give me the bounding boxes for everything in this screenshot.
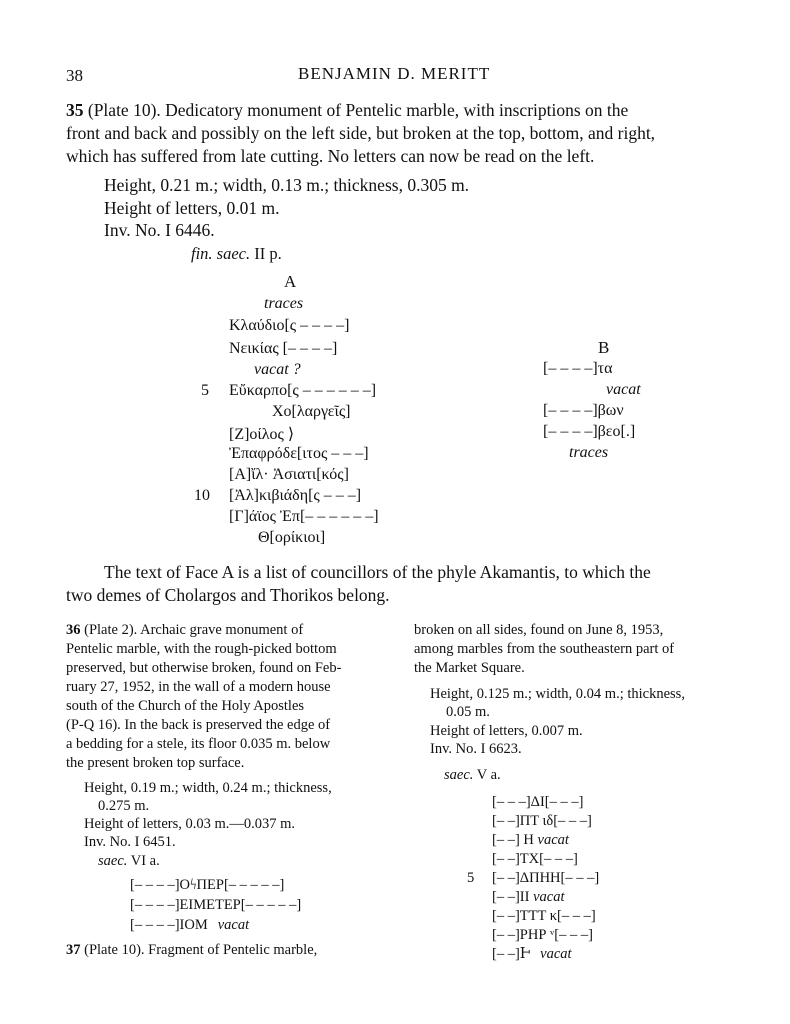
- entry-37-vacat-1: vacat: [537, 832, 569, 848]
- entry-37-vacat-3: vacat: [540, 946, 572, 962]
- entry-37-dimensions-cont: 0.05 m.: [446, 704, 490, 720]
- face-a-traces: traces: [264, 295, 304, 312]
- face-a-heading: A: [284, 272, 297, 291]
- entry-37-text-6: [– –]ΙΙ: [492, 889, 534, 905]
- face-a-line-number-10: 10: [194, 487, 210, 504]
- entry-36-vacat: vacat: [217, 917, 250, 933]
- entry-37-inventory: Inv. No. I 6623.: [430, 741, 522, 757]
- entry-37-line-number-5: 5: [467, 870, 475, 886]
- face-a-line-9: [Α]ἴλ· Ἀσιατι[κός]: [229, 466, 349, 483]
- entry-35-number: 35: [66, 100, 84, 120]
- running-head-author: BENJAMIN D. MERITT: [298, 64, 491, 83]
- face-a-line-7: [Ζ]οίλος ⟩: [229, 426, 295, 443]
- entry-37-date-rest: V a.: [473, 767, 501, 783]
- entry-37-text-1: (Plate 10). Fragment of Pentelic marble,: [80, 942, 318, 958]
- entry-35-date-rest: II p.: [250, 244, 282, 263]
- face-a-line-2: Νεικίας [– – – –]: [229, 340, 338, 357]
- entry-35-comment-1: The text of Face A is a list of councillors of the phyle Akamantis, to which the: [104, 562, 651, 582]
- entry-36-number: 36: [66, 622, 81, 638]
- entry-37-text-3: [– –] Η: [492, 832, 538, 848]
- entry-37-letter-height: Height of letters, 0.007 m.: [430, 723, 583, 739]
- entry-35-line-3: which has suffered from late cutting. No letters can now be read on the left.: [66, 146, 595, 166]
- face-a-line-12: Θ[ορίκιοι]: [258, 529, 326, 546]
- entry-36-inventory: Inv. No. I 6451.: [84, 834, 176, 850]
- entry-35-date-italic: fin. saec.: [191, 244, 251, 263]
- face-a-line-1: Κλαύδιο[ς – – – –]: [229, 317, 350, 334]
- face-b-traces: traces: [569, 444, 609, 461]
- entry-37-date-italic: saec.: [444, 767, 474, 783]
- entry-36-dimensions: Height, 0.19 m.; width, 0.24 m.; thickness,: [84, 780, 332, 796]
- entry-37-text-line-8: [– –]ΡΗΡ ᵛ[– – –]: [492, 927, 593, 943]
- entry-37-text-line-1: [– – –]ΔΙ[– – –]: [492, 794, 584, 810]
- entry-37-text-line-4: [– –]ΤΧ[– – –]: [492, 851, 578, 867]
- entry-37-dimensions: Height, 0.125 m.; width, 0.04 m.; thickness,: [430, 686, 685, 702]
- face-a-line-11: [Γ]άϊος Ἐπ[– – – – – –]: [229, 508, 379, 525]
- entry-37-vacat-2: vacat: [533, 889, 565, 905]
- entry-37-text-line-9: [492, 946, 572, 963]
- entry-36-line-2: Pentelic marble, with the rough-picked bottom: [66, 641, 337, 657]
- entry-36-line-8: the present broken top surface.: [66, 755, 245, 771]
- entry-36-text-1: (Plate 2). Archaic grave monument of: [80, 622, 304, 638]
- face-a-line-5: Εὔκαρπο[ς – – – – – –]: [229, 382, 377, 399]
- entry-37-cont-2: among marbles from the southeastern part of: [414, 641, 675, 657]
- face-a-vacat: vacat ?: [254, 361, 301, 378]
- entry-36-date: [98, 853, 160, 870]
- face-b-line-1: [– – – –]τα: [543, 360, 613, 377]
- entry-35-inventory: Inv. No. I 6446.: [104, 220, 215, 240]
- entry-36-text-line-1: [– – – –]ΟϟΠΕΡ[– – – – –]: [130, 877, 285, 893]
- entry-37-text-line-5: [– –]ΔΠΗΗ[– – –]: [492, 870, 600, 886]
- entry-35-text-1: (Plate 10). Dedicatory monument of Pentelic marble, with inscriptions on the: [83, 100, 629, 120]
- entry-36-line-1: [66, 622, 303, 639]
- entry-35-line-2: front and back and possibly on the left side, but broken at the top, bottom, and right,: [66, 123, 656, 143]
- entry-36-dimensions-cont: 0.275 m.: [98, 798, 150, 814]
- entry-35-dimensions: Height, 0.21 m.; width, 0.13 m.; thickness, 0.305 m.: [104, 175, 470, 195]
- entry-37-line-1: [66, 942, 317, 959]
- entry-37-text-line-2: [– –]ΠΤ ιδ[– – –]: [492, 813, 592, 829]
- entry-37-text-line-6: [492, 889, 564, 906]
- entry-36-line-6: (P-Q 16). In the back is preserved the edge of: [66, 717, 331, 733]
- entry-37-text-line-3: [492, 832, 569, 849]
- entry-35-line-1: [66, 100, 628, 121]
- entry-37-number: 37: [66, 942, 81, 958]
- entry-35-letter-height: Height of letters, 0.01 m.: [104, 198, 280, 218]
- face-b-line-4: [– – – –]βεο[.]: [543, 423, 636, 440]
- entry-36-date-italic: saec.: [98, 853, 128, 869]
- entry-35-date: [191, 244, 282, 264]
- entry-36-letter-height: Height of letters, 0.03 m.—0.037 m.: [84, 816, 296, 832]
- face-a-line-number-5: 5: [201, 382, 209, 399]
- face-a-line-8: Ἐπαφρόδε[ιτος – – –]: [229, 445, 369, 462]
- entry-37-text-9: [– –]Ͱ: [492, 946, 535, 962]
- face-a-line-6: Χο[λαργεῖς]: [272, 403, 351, 420]
- entry-35-comment-2: two demes of Cholargos and Thorikos belong.: [66, 585, 390, 605]
- entry-36-text-3: [– – – –]ΙΟΜ: [130, 917, 208, 933]
- entry-36-text-line-3: [130, 917, 249, 934]
- entry-37-text-line-7: [– –]ΤΤΤ κ[– – –]: [492, 908, 596, 924]
- entry-36-date-rest: VI a.: [127, 853, 160, 869]
- entry-36-line-3: preserved, but otherwise broken, found on Feb-: [66, 660, 342, 676]
- face-b-heading: B: [598, 338, 610, 357]
- entry-37-date: [444, 767, 501, 784]
- face-b-line-3: [– – – –]βων: [543, 402, 624, 419]
- entry-36-line-7: a bedding for a stele, its floor 0.035 m. below: [66, 736, 331, 752]
- face-b-vacat: vacat: [606, 381, 641, 398]
- entry-37-cont-3: the Market Square.: [414, 660, 525, 676]
- entry-37-cont-1: broken on all sides, found on June 8, 1953,: [414, 622, 664, 638]
- page-number: 38: [66, 66, 83, 85]
- entry-36-line-4: ruary 27, 1952, in the wall of a modern house: [66, 679, 331, 695]
- entry-36-text-line-2: [– – – –]ΕΙΜΕΤΕΡ[– – – – –]: [130, 897, 302, 913]
- entry-36-line-5: south of the Church of the Holy Apostles: [66, 698, 305, 714]
- face-a-line-10: [Ἀλ]κιβιάδη[ς – – –]: [229, 487, 362, 504]
